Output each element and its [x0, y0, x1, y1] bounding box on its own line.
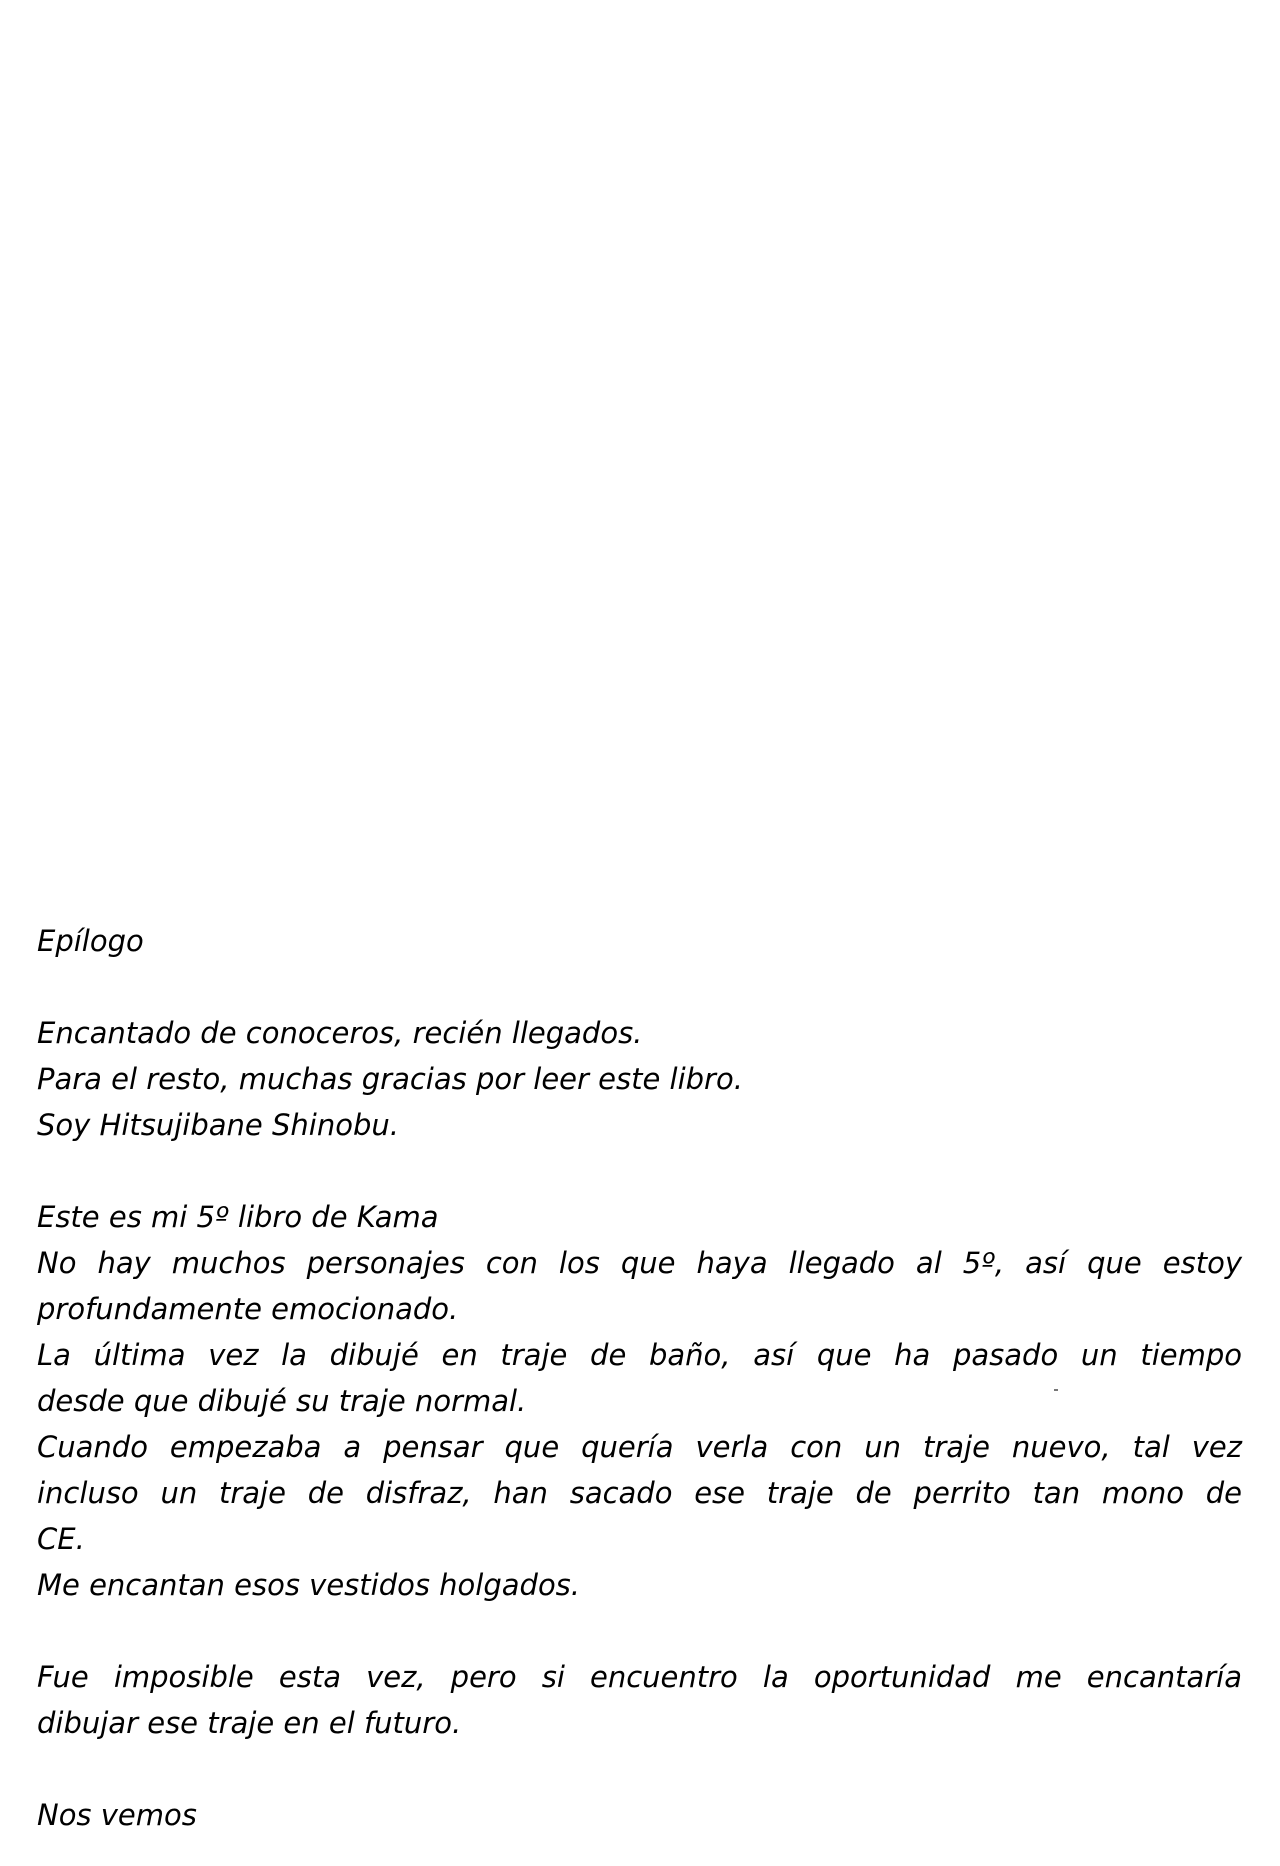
epilogue-title: Epílogo	[37, 924, 144, 958]
paragraph-gap	[37, 1608, 1242, 1654]
body-line: Me encantan esos vestidos holgados.	[37, 1568, 581, 1602]
greeting-line: Para el resto, muchas gracias por leer este libro.	[37, 1062, 743, 1096]
paragraph-gap	[37, 964, 1242, 1010]
body-line: Cuando empezaba a pensar que quería verla con un traje nuevo, tal vez	[37, 1430, 1242, 1464]
paragraph-gap	[37, 1746, 1242, 1792]
body-line: desde que dibujé su traje normal.	[37, 1384, 527, 1418]
body-line: CE.	[37, 1522, 85, 1556]
paragraph-gap	[37, 1148, 1242, 1194]
closing-line: Fue imposible esta vez, pero si encuentro la oportunidad me encantaría	[37, 1660, 1242, 1694]
body-line: profundamente emocionado.	[37, 1292, 459, 1326]
greeting-line: Encantado de conoceros, recién llegados.	[37, 1016, 643, 1050]
body-line: incluso un traje de disfraz, han sacado ese traje de perrito tan mono de	[37, 1476, 1242, 1510]
body-line: Este es mi 5º libro de Kama	[37, 1200, 439, 1234]
body-line: No hay muchos personajes con los que haya llegado al 5º, así que estoy	[37, 1246, 1242, 1280]
closing-line: dibujar ese traje en el futuro.	[37, 1706, 462, 1740]
body-line: La última vez la dibujé en traje de baño, así que ha pasado un tiempo	[37, 1338, 1242, 1372]
signoff: Nos vemos	[37, 1798, 197, 1832]
epilogue-text	[37, 918, 1242, 1838]
greeting-line: Soy Hitsujibane Shinobu.	[37, 1108, 399, 1142]
